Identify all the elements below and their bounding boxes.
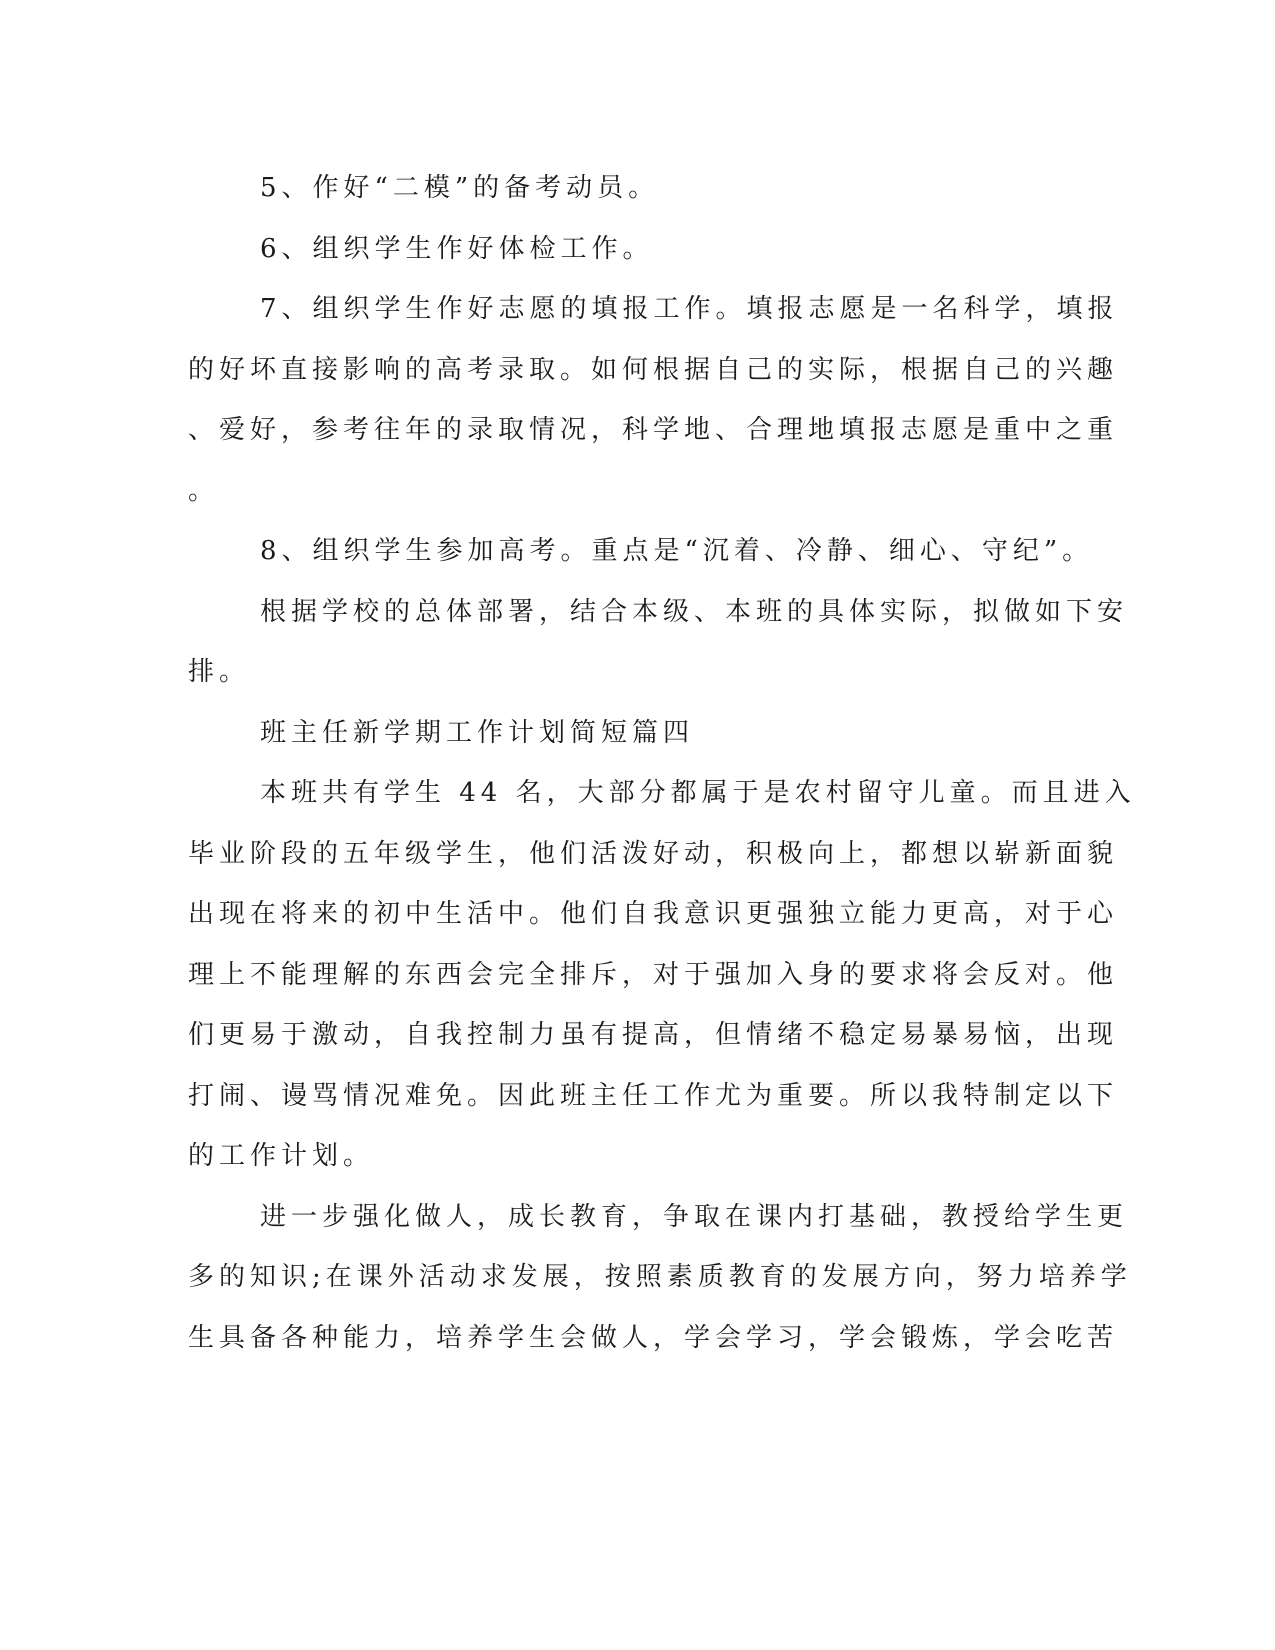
text-line: 出现在将来的初中生活中。他们自我意识更强独立能力更高，对于心 bbox=[188, 899, 1119, 929]
text-line: 理上不能理解的东西会完全排斥，对于强加入身的要求将会反对。他 bbox=[188, 959, 1119, 990]
text-line: 的好坏直接影响的高考录取。如何根据自己的实际，根据自己的兴趣 bbox=[188, 354, 1119, 385]
text-line: 、爱好，参考往年的录取情况，科学地、合理地填报志愿是重中之重 bbox=[188, 415, 1119, 445]
text-line: 根据学校的总体部署，结合本级、本班的具体实际，拟做如下安 bbox=[260, 596, 1129, 627]
text-line: 7、组织学生作好志愿的填报工作。填报志愿是一名科学，填报 bbox=[260, 294, 1119, 324]
body-text bbox=[188, 158, 1136, 1368]
text-line: 进一步强化做人，成长教育，争取在课内打基础，教授给学生更 bbox=[260, 1201, 1129, 1232]
text-line: 。 bbox=[188, 475, 220, 506]
section-heading: 班主任新学期工作计划简短篇四 bbox=[260, 717, 695, 748]
text-line: 多的知识;在课外活动求发展，按照素质教育的发展方向，努力培养学 bbox=[188, 1262, 1132, 1292]
text-line: 5、作好“二模”的备考动员。 bbox=[260, 173, 660, 203]
text-line: 的工作计划。 bbox=[188, 1141, 375, 1171]
text-line: 8、组织学生参加高考。重点是“沉着、冷静、细心、守纪”。 bbox=[260, 536, 1094, 566]
text-line: 本班共有学生 44 名，大部分都属于是农村留守儿童。而且进入 bbox=[260, 778, 1136, 808]
text-line: 打闹、谩骂情况难免。因此班主任工作尤为重要。所以我特制定以下 bbox=[188, 1080, 1119, 1111]
text-line: 6、组织学生作好体检工作。 bbox=[260, 233, 654, 264]
text-line: 毕业阶段的五年级学生，他们活泼好动，积极向上，都想以崭新面貌 bbox=[188, 838, 1119, 869]
text-line: 生具备各种能力，培养学生会做人，学会学习，学会锻炼，学会吃苦 bbox=[188, 1322, 1119, 1353]
text-line: 排。 bbox=[188, 657, 251, 687]
text-line: 们更易于激动，自我控制力虽有提高，但情绪不稳定易暴易恼，出现 bbox=[188, 1020, 1119, 1050]
